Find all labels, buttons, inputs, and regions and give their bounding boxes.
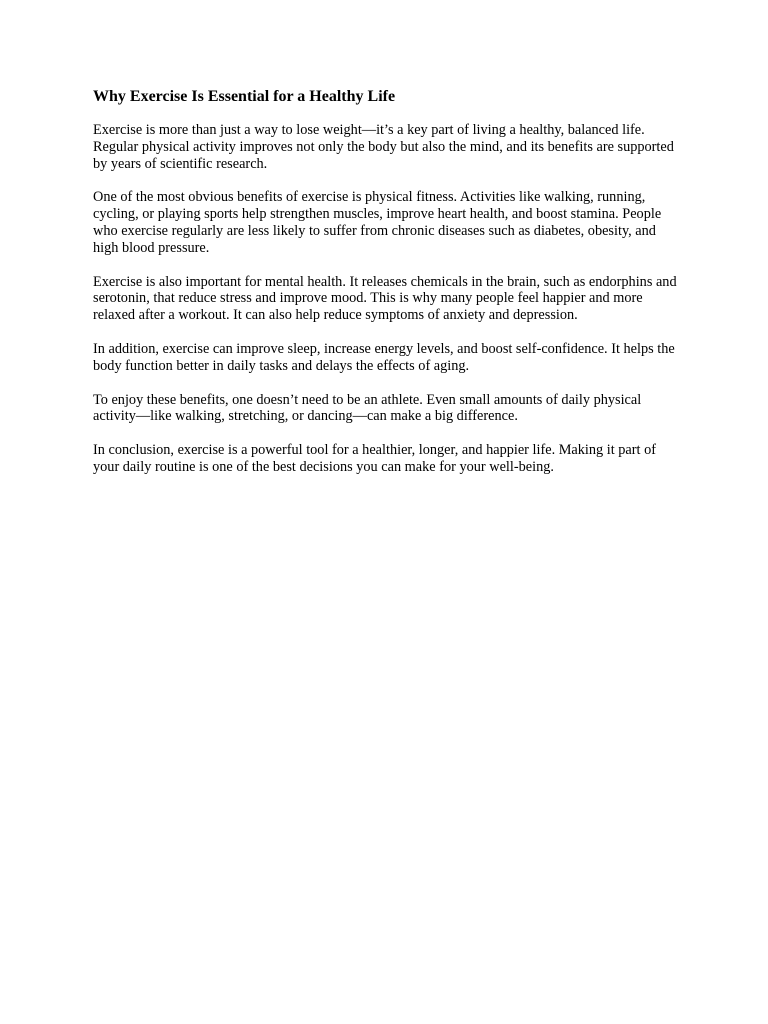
paragraph-conclusion: In conclusion, exercise is a powerful tool for a healthier, longer, and happier life. Making it part of your daily routine is one of the best decisions you can make for your well-being.: [93, 442, 656, 475]
paragraph-small-amounts: To enjoy these benefits, one doesn’t need to be an athlete. Even small amounts of daily physical activity—like walking, stretching, or dancing—can make a big difference.: [93, 391, 642, 425]
paragraph-mental-health: Exercise is also important for mental health. It releases chemicals in the brain, such as endorphins and serotonin, that reduce stress and improve mood. This is why many people feel happier and more relaxed after a workout. It can also help reduce symptoms of anxiety and depression.: [93, 273, 677, 324]
paragraph-sleep-energy: In addition, exercise can improve sleep, increase energy levels, and boost self-confidence. It helps the body function better in daily tasks and delays the effects of aging.: [93, 340, 675, 374]
paragraph-physical-fitness: One of the most obvious benefits of exercise is physical fitness. Activities like walking, running, cycling, or playing sports help strengthen muscles, improve heart health, and boost stamina. People who exercise regularly are less likely to suffer from chronic diseases such as diabetes, obesity, and high blood pressure.: [93, 189, 662, 256]
document-title: Why Exercise Is Essential for a Healthy Life: [93, 88, 396, 105]
document-page: [93, 86, 683, 493]
paragraph-intro: Exercise is more than just a way to lose weight—it’s a key part of living a healthy, balanced life. Regular physical activity improves not only the body but also the mind, and its benefits are supported by years of scientific research.: [93, 122, 674, 172]
